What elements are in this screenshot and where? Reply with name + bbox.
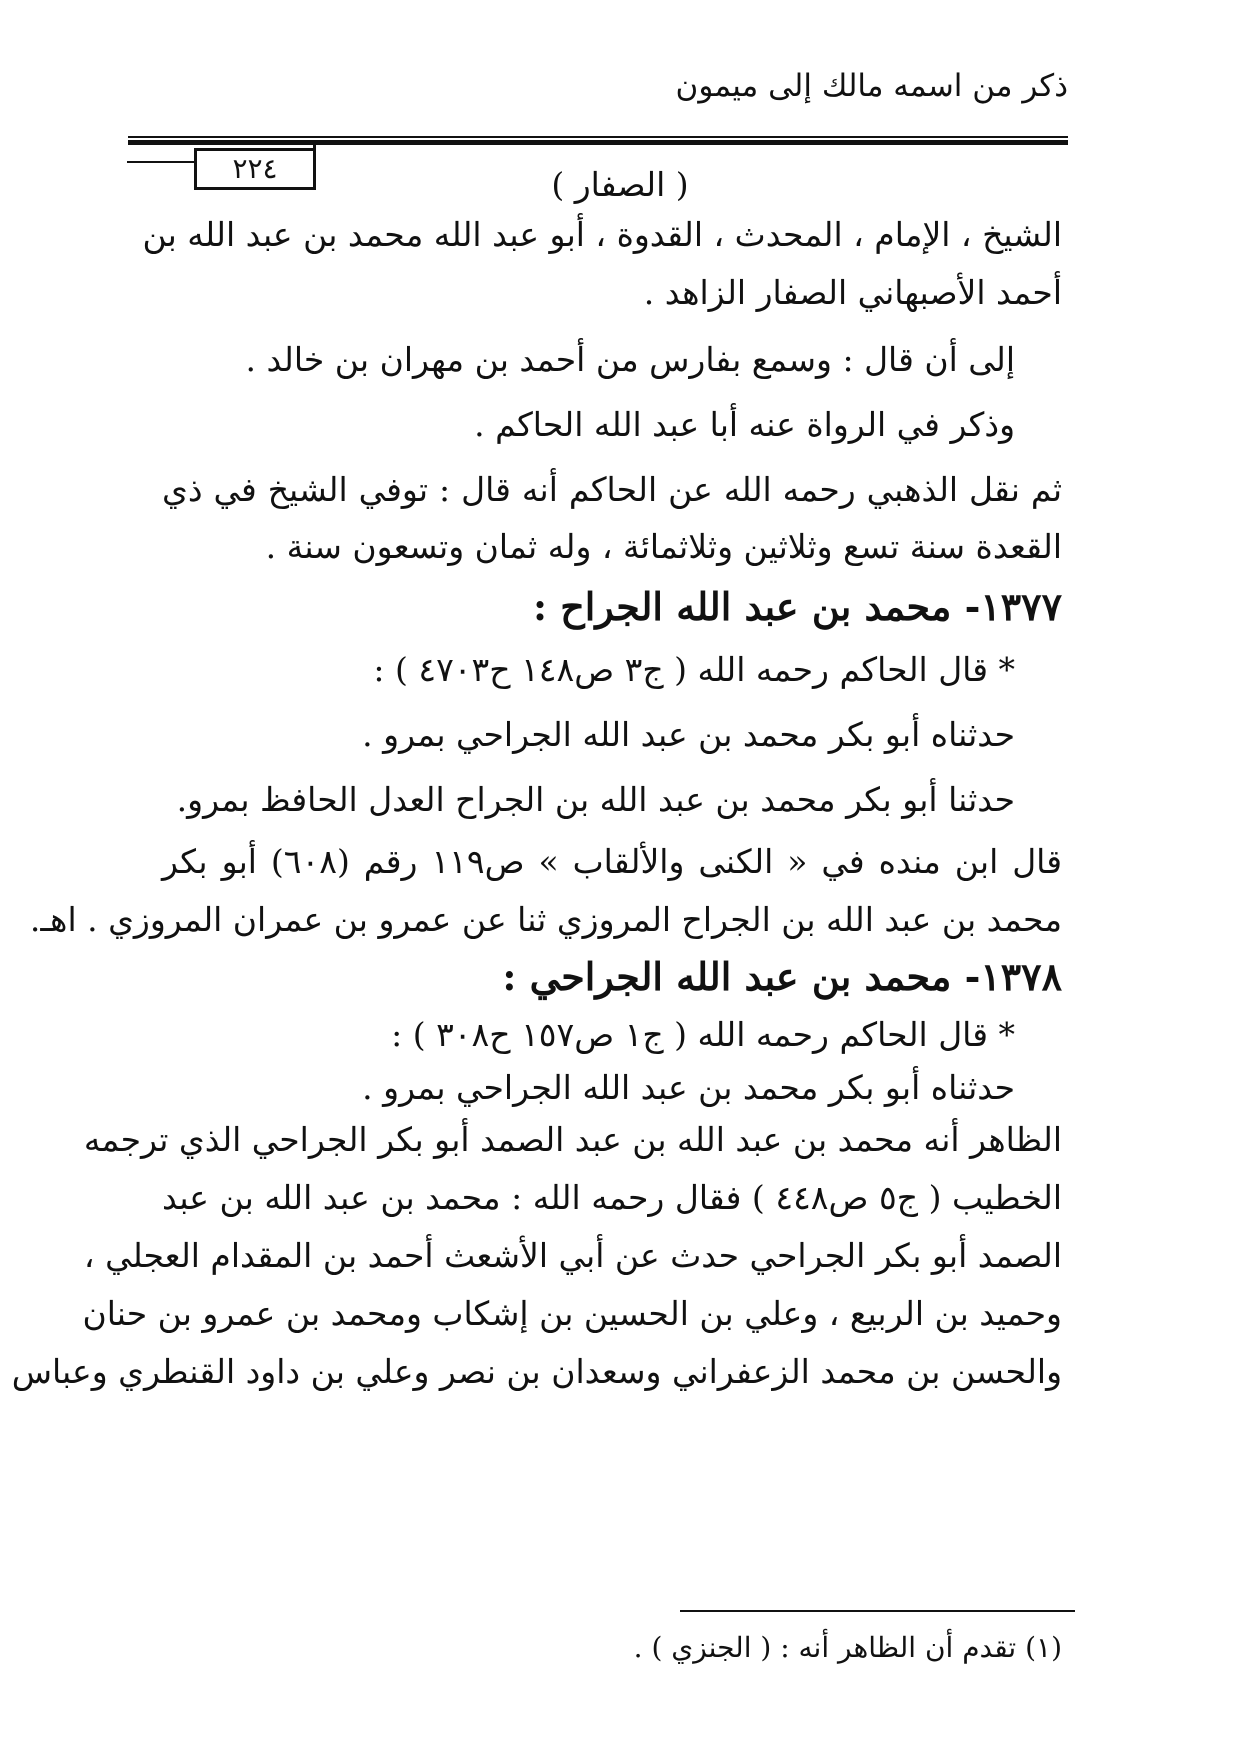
entry-line: قال ابن منده في « الكنى والألقاب » ص١١٩ رقم (٦٠٨) أبو بكر bbox=[162, 842, 1062, 881]
footnote: (١) تقدم أن الظاهر أنه : ( الجنزي ) . bbox=[633, 1631, 1062, 1664]
entry-line: محمد بن عبد الله بن الجراح المروزي ثنا عن عمرو بن عمران المروزي . اهـ. bbox=[29, 900, 1062, 939]
entry-line: والحسن بن محمد الزعفراني وسعدان بن نصر وعلي بن داود القنطري وعباس bbox=[11, 1352, 1062, 1391]
page-number: ٢٢٤ bbox=[194, 148, 316, 190]
entry-line: حدثنا أبو بكر محمد بن عبد الله بن الجراح العدل الحافظ بمرو. bbox=[176, 780, 1015, 819]
entry-heading-1378: ١٣٧٨- محمد بن عبد الله الجراحي : bbox=[502, 954, 1062, 999]
entry-line: حدثناه أبو بكر محمد بن عبد الله الجراحي بمرو . bbox=[362, 1068, 1015, 1107]
paragraph-line: إلى أن قال : وسمع بفارس من أحمد بن مهران بن خالد . bbox=[245, 340, 1015, 379]
entry-line: * قال الحاكم رحمه الله ( ج١ ص١٥٧ ح٣٠٨ ) : bbox=[391, 1015, 1015, 1054]
section-title: ( الصفار ) bbox=[551, 165, 689, 204]
footnote-rule bbox=[680, 1610, 1075, 1612]
header-rule-thin bbox=[128, 136, 1068, 138]
entry-line: الخطيب ( ج٥ ص٤٤٨ ) فقال رحمه الله : محمد بن عبد الله بن عبد bbox=[162, 1178, 1062, 1217]
paragraph-line: أحمد الأصبهاني الصفار الزاهد . bbox=[643, 273, 1062, 312]
header-rule-thick bbox=[128, 140, 1068, 145]
paragraph-line: الشيخ ، الإمام ، المحدث ، القدوة ، أبو عبد الله محمد بن عبد الله بن bbox=[142, 215, 1062, 254]
entry-heading-1377: ١٣٧٧- محمد بن عبد الله الجراح : bbox=[532, 584, 1062, 629]
entry-line: وحميد بن الربيع ، وعلي بن الحسين بن إشكاب ومحمد بن عمرو بن حنان bbox=[82, 1294, 1062, 1333]
paragraph-line: القعدة سنة تسع وثلاثين وثلاثمائة ، وله ثمان وتسعون سنة . bbox=[265, 527, 1062, 566]
paragraph-line: وذكر في الرواة عنه أبا عبد الله الحاكم . bbox=[474, 405, 1015, 444]
entry-line: حدثناه أبو بكر محمد بن عبد الله الجراحي بمرو . bbox=[362, 715, 1015, 754]
running-title: ذكر من اسمه مالك إلى ميمون bbox=[675, 68, 1068, 104]
paragraph-line: ثم نقل الذهبي رحمه الله عن الحاكم أنه قال : توفي الشيخ في ذي bbox=[162, 470, 1062, 509]
entry-line: * قال الحاكم رحمه الله ( ج٣ ص١٤٨ ح٤٧٠٣ ) : bbox=[373, 650, 1015, 689]
entry-line: الظاهر أنه محمد بن عبد الله بن عبد الصمد أبو بكر الجراحي الذي ترجمه bbox=[83, 1120, 1062, 1159]
entry-line: الصمد أبو بكر الجراحي حدث عن أبي الأشعث أحمد بن المقدام العجلي ، bbox=[83, 1236, 1062, 1275]
